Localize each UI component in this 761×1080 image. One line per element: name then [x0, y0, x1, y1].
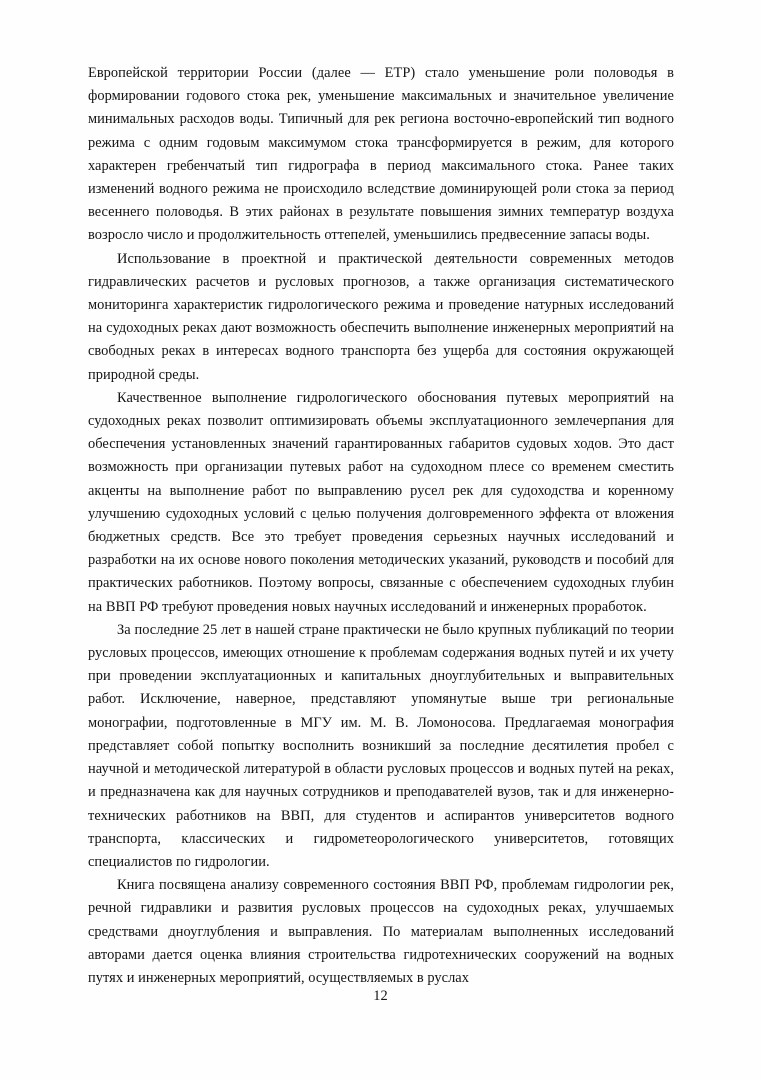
page-number: 12 — [373, 988, 388, 1004]
paragraph-4: За последние 25 лет в нашей стране практически не было крупных публикаций по теории русловых процессов, имеющих отношение к проблемам содержания водных путей и их учету при проведении эксплуатационных и капитальных дноуглубительных и выправительных работ. Исключение, наверное, представляют упомянутые выше три региональные монографии, подготовленные в МГУ им. М. В. Ломоносова. Предлагаемая монография представляет собой попытку восполнить возникший за последние десятилетия пробел с научной и методической литературой в области русловых процессов и водных путей на реках, и предназначена как для научных сотрудников и преподавателей вузов, так и для инженерно-технических работников на ВВП, для студентов и аспирантов университетов водного транспорта, классических и гидрометеорологического университетов, готовящих специалистов по гидрологии. — [88, 621, 674, 870]
paragraph-1: Европейской территории России (далее — ЕТР) стало уменьшение роли половодья в формировании годового стока рек, уменьшение максимальных и значительное увеличение минимальных расходов воды. Типичный для рек региона восточно-европейский тип водного режима с одним годовым максимумом стока трансформируется в режим, для которого характерен гребенчатый тип гидрографа в период максимального стока. Ранее таких изменений водного режима не происходило вследствие доминирующей роли стока за период весеннего половодья. В этих районах в результате повышения зимних температур воздуха возросло число и продолжительность оттепелей, уменьшились предвесенние запасы воды. — [88, 65, 674, 244]
paragraph-5: Книга посвящена анализу современного состояния ВВП РФ, проблемам гидрологии рек, речной гидравлики и развития русловых процессов на судоходных реках, улучшаемых средствами дноуглубления и выправления. По материалам выполненных исследований авторами дается оценка влияния строительства гидротехнических сооружений на водных путях и инженерных мероприятий, осуществляемых в руслах — [88, 877, 674, 986]
page-body-text — [88, 62, 674, 990]
paragraph-2: Использование в проектной и практической деятельности современных методов гидравлических расчетов и русловых прогнозов, а также организация систематического мониторинга характеристик гидрологического режима и проведение натурных исследований на судоходных реках дают возможность обеспечить выполнение инженерных мероприятий на свободных реках в интересах водного транспорта без ущерба для состояния окружающей природной среды. — [88, 250, 674, 383]
paragraph-3: Качественное выполнение гидрологического обоснования путевых мероприятий на судоходных реках позволит оптимизировать объемы эксплуатационного землечерпания для обеспечения установленных значений гарантированных габаритов судовых ходов. Это даст возможность при организации путевых работ на судоходном плесе со временем сместить акценты на выполнение работ по выправлению русел рек для судоходства и коренному улучшению судоходных условий с целью получения долговременного эффекта от вложения бюджетных средств. Все это требует проведения серьезных научных исследований и разработки на их основе нового поколения методических указаний, руководств и пособий для практических работников. Поэтому вопросы, связанные с обеспечением судоходных глубин на ВВП РФ требуют проведения новых научных исследований и инженерных проработок. — [88, 389, 674, 615]
